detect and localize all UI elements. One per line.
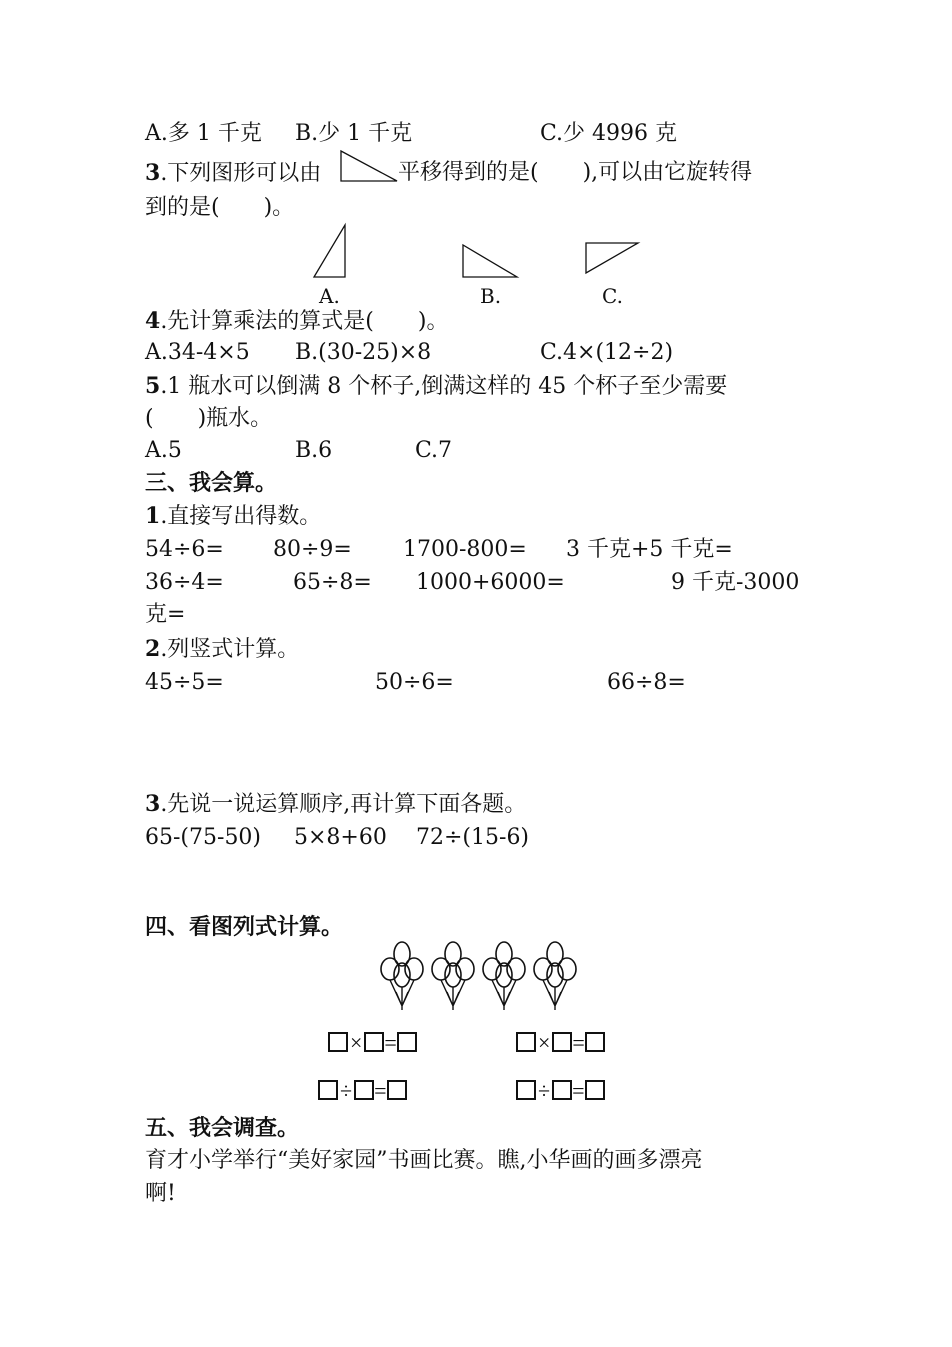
section3-title: 三、我会算。	[145, 471, 278, 496]
section5-line2: 啊!	[145, 1181, 176, 1206]
q3-label-b: B.	[480, 284, 502, 308]
answer-box[interactable]	[552, 1032, 572, 1052]
balloon-bunch-4	[534, 942, 576, 1010]
s3-p1	[145, 503, 321, 530]
balloon-bunch-2	[432, 942, 474, 1010]
q5-option-a: A.5	[145, 438, 182, 463]
q5-number: 5	[145, 373, 161, 399]
answer-box[interactable]	[318, 1080, 338, 1100]
q2-option-c: C.少 4996 克	[540, 121, 678, 146]
section5-title: 五、我会调查。	[145, 1116, 300, 1141]
times-sign: ×	[350, 1030, 363, 1055]
equation-mult-2	[516, 1030, 605, 1056]
q4-option-a: A.34-4×5	[145, 340, 250, 365]
answer-box[interactable]	[354, 1080, 374, 1100]
calc-1-4: 3 千克+5 千克=	[566, 537, 733, 562]
answer-box[interactable]	[328, 1032, 348, 1052]
equals-sign: =	[374, 1078, 387, 1103]
q3-label-a: A.	[319, 284, 340, 308]
q4-option-c: C.4×(12÷2)	[540, 340, 674, 365]
times-sign: ×	[538, 1030, 551, 1055]
calc-1-1: 54÷6=	[145, 537, 224, 562]
section4-title: 四、看图列式计算。	[145, 915, 344, 940]
answer-box[interactable]	[364, 1032, 384, 1052]
answer-box[interactable]	[397, 1032, 417, 1052]
s3-p3-text: .先说一说运算顺序,再计算下面各题。	[160, 792, 527, 817]
q4-text: .先计算乘法的算式是( )。	[160, 309, 449, 334]
equation-mult-1	[328, 1030, 417, 1056]
answer-box[interactable]	[585, 1032, 605, 1052]
vertical-1: 45÷5=	[145, 670, 224, 695]
calc-2-1: 36÷4=	[145, 570, 224, 595]
q3-triangle-a	[312, 223, 348, 279]
balloon-bunch-1	[381, 942, 423, 1010]
q5-option-b: B.6	[295, 438, 333, 463]
q3-label-c: C.	[602, 284, 623, 308]
order-1: 65-(75-50)	[145, 825, 262, 850]
s3-p2-number: 2	[145, 636, 161, 662]
s3-p3-number: 3	[145, 791, 161, 817]
q2-option-a: A.多 1 千克	[145, 121, 262, 146]
q4-option-b: B.(30-25)×8	[295, 340, 432, 365]
equation-div-1	[318, 1078, 407, 1104]
order-2: 5×8+60	[294, 825, 387, 850]
calc-2-4-cont: 克=	[145, 602, 186, 627]
divide-sign: ÷	[538, 1078, 551, 1103]
answer-box[interactable]	[552, 1080, 572, 1100]
s3-p1-text: .直接写出得数。	[160, 504, 322, 529]
q3-pre: .下列图形可以由	[160, 161, 322, 186]
section5-line1: 育才小学举行“美好家园”书画比赛。瞧,小华画的画多漂亮	[145, 1148, 703, 1173]
q5-line2: ( )瓶水。	[145, 406, 273, 431]
equation-div-2	[516, 1078, 605, 1104]
divide-sign: ÷	[340, 1078, 353, 1103]
calc-2-3: 1000+6000=	[416, 570, 565, 595]
calc-2-4: 9 千克-3000	[671, 570, 800, 595]
q3-reference-triangle	[340, 150, 400, 182]
answer-box[interactable]	[516, 1032, 536, 1052]
s3-p3	[145, 791, 526, 818]
answer-box[interactable]	[387, 1080, 407, 1100]
s3-p2-text: .列竖式计算。	[160, 637, 300, 662]
vertical-2: 50÷6=	[375, 670, 454, 695]
equals-sign: =	[384, 1030, 397, 1055]
answer-box[interactable]	[585, 1080, 605, 1100]
q3-post: 平移得到的是( ),可以由它旋转得	[398, 160, 753, 185]
balloon-bunches-illustration	[377, 940, 577, 1016]
q3-number: 3	[145, 160, 161, 186]
q2-option-b: B.少 1 千克	[295, 121, 413, 146]
q3-line2: 到的是( )。	[145, 195, 295, 220]
q4-question	[145, 308, 448, 335]
q3-triangle-b	[461, 243, 521, 279]
q5-option-c: C.7	[415, 438, 453, 463]
answer-box[interactable]	[516, 1080, 536, 1100]
q5-question	[145, 373, 727, 400]
q5-text: .1 瓶水可以倒满 8 个杯子,倒满这样的 45 个杯子至少需要	[160, 374, 728, 399]
equals-sign: =	[572, 1078, 585, 1103]
s3-p1-number: 1	[145, 503, 161, 529]
s3-p2	[145, 636, 299, 663]
equals-sign: =	[572, 1030, 585, 1055]
calc-2-2: 65÷8=	[293, 570, 372, 595]
vertical-3: 66÷8=	[607, 670, 686, 695]
calc-1-2: 80÷9=	[273, 537, 352, 562]
order-3: 72÷(15-6)	[416, 825, 530, 850]
calc-1-3: 1700-800=	[403, 537, 527, 562]
q3-line1	[145, 160, 321, 187]
q3-triangle-c	[584, 240, 642, 276]
balloon-bunch-3	[483, 942, 525, 1010]
q4-number: 4	[145, 308, 161, 334]
